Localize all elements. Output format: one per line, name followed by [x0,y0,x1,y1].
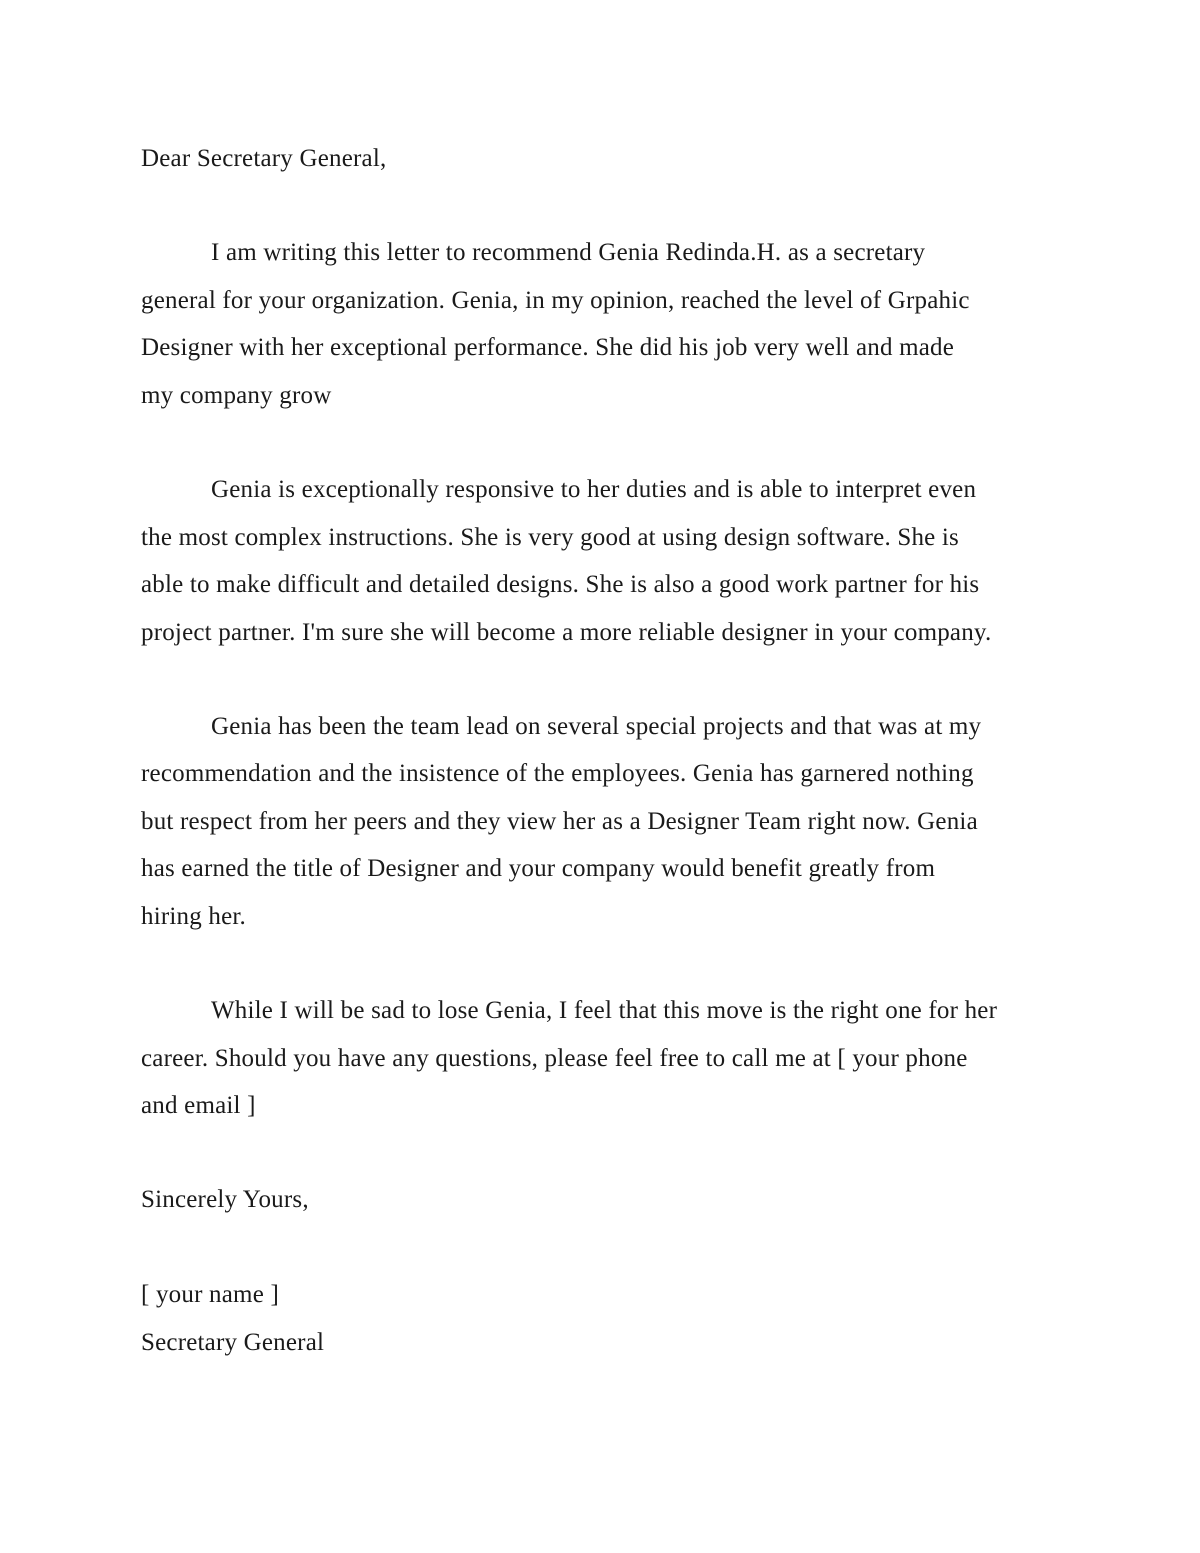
paragraph-line: Genia is exceptionally responsive to her duties and is able to interpret even [211,476,977,503]
closing: Sincerely Yours, [141,1186,309,1213]
paragraph-line: hiring her. [141,903,246,930]
paragraph-line: project partner. I'm sure she will become a more reliable designer in your company. [141,619,992,646]
salutation: Dear Secretary General, [141,145,387,172]
paragraph-line: I am writing this letter to recommend Genia Redinda.H. as a secretary [211,239,926,266]
signature-name: [ your name ] [141,1281,279,1308]
paragraph-line: general for your organization. Genia, in my opinion, reached the level of Grpahic [141,287,970,314]
paragraph-line: the most complex instructions. She is very good at using design software. She is [141,524,959,551]
paragraph-line: Designer with her exceptional performance. She did his job very well and made [141,334,955,361]
paragraph-line: recommendation and the insistence of the employees. Genia has garnered nothing [141,760,974,787]
paragraph-line: and email ] [141,1092,256,1119]
paragraph-line: career. Should you have any questions, please feel free to call me at [ your phone [141,1045,968,1072]
paragraph-line: has earned the title of Designer and your company would benefit greatly from [141,855,936,882]
paragraph-line: Genia has been the team lead on several special projects and that was at my [211,713,982,740]
paragraph-line: able to make difficult and detailed designs. She is also a good work partner for his [141,571,980,598]
signature-title: Secretary General [141,1329,325,1356]
paragraph-line: my company grow [141,382,332,409]
paragraph-line: While I will be sad to lose Genia, I feel that this move is the right one for her [211,997,998,1024]
paragraph-line: but respect from her peers and they view her as a Designer Team right now. Genia [141,808,978,835]
